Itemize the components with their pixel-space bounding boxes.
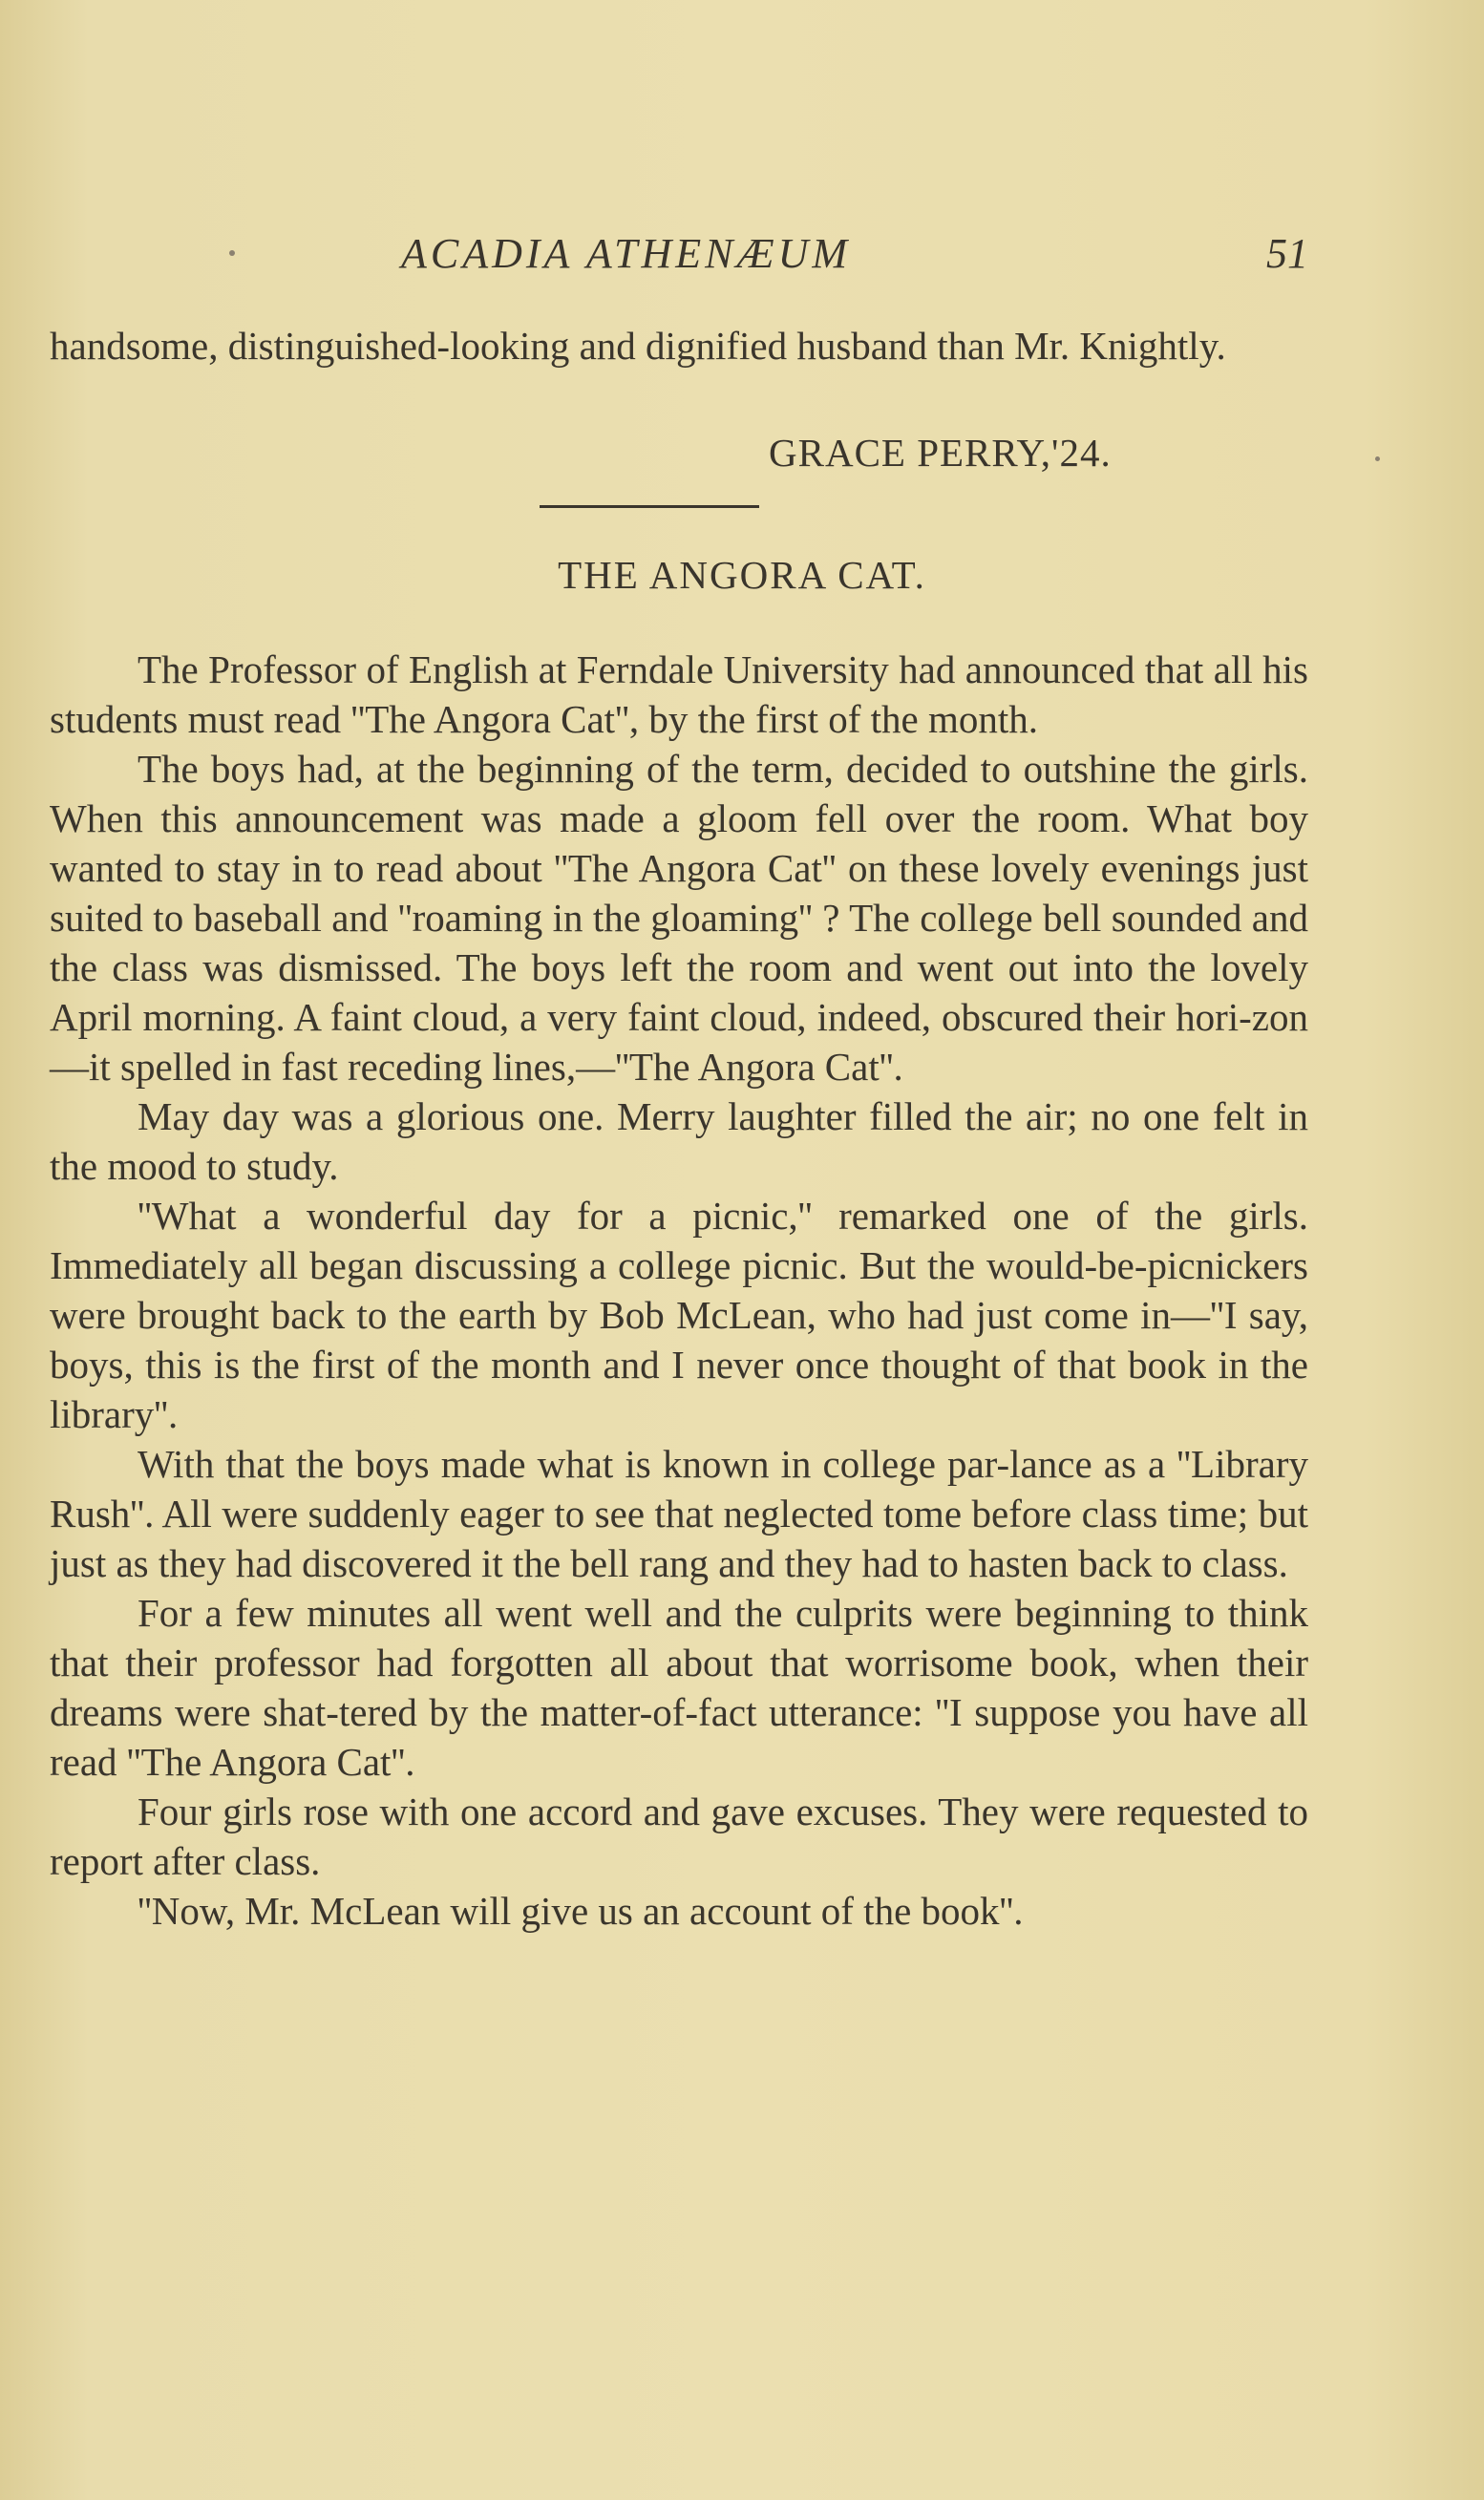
previous-article-text: handsome, distinguished-looking and dignified husband than Mr. Knightly.	[50, 324, 1226, 368]
page-number: 51	[1266, 230, 1308, 277]
paragraph: For a few minutes all went well and the culprits were beginning to think that their professor had forgotten all about that worrisome book, when their dreams were shat-tered by the matter-of-fact utterance: ''I suppose you have all read ''The Angora Cat''.	[50, 1591, 1308, 1784]
running-title: ACADIA ATHENÆUM	[401, 230, 852, 277]
paragraph: With that the boys made what is known in college par-lance as a ''Library Rush''. All were suddenly eager to see that neglected tome before class time; but just as they had discovered it the bell rang and they had to hasten back to class.	[50, 1442, 1308, 1585]
article-body	[50, 645, 1308, 1936]
author-signature: GRACE PERRY,'24.	[769, 431, 1112, 475]
paragraph: May day was a glorious one. Merry laughter filled the air; no one felt in the mood to study.	[50, 1094, 1308, 1188]
paragraph: The Professor of English at Ferndale University had announced that all his students must read ''The Angora Cat'', by the first of the month.	[50, 647, 1308, 741]
previous-article-ending	[50, 321, 1308, 371]
paragraph: Four girls rose with one accord and gave excuses. They were requested to report after class.	[50, 1790, 1308, 1883]
paragraph: ''Now, Mr. McLean will give us an account of the book''.	[138, 1889, 1024, 1933]
section-divider	[540, 505, 759, 508]
running-head	[48, 229, 1308, 286]
paragraph: ''What a wonderful day for a picnic,'' remarked one of the girls. Immediately all began discussing a college picnic. But the would-be-picnickers were brought back to the earth by Bob McLean, who had just come in—''I say, boys, this is the first of the month and I never once thought of that book in the library''.	[50, 1194, 1308, 1436]
specks	[1375, 456, 1380, 461]
paragraph: The boys had, at the beginning of the term, decided to outshine the girls. When this announcement was made a gloom fell over the room. What boy wanted to stay in to read about ''The Angora Cat'' on these lovely evenings just suited to baseball and ''roaming in the gloaming'' ? The college bell sounded and the class was dismissed. The boys left the room and went out into the lovely April morning. A faint cloud, a very faint cloud, indeed, obscured their hori-zon—it spelled in fast receding lines,—''The Angora Cat''.	[50, 747, 1308, 1089]
article-title: THE ANGORA CAT.	[558, 553, 926, 597]
